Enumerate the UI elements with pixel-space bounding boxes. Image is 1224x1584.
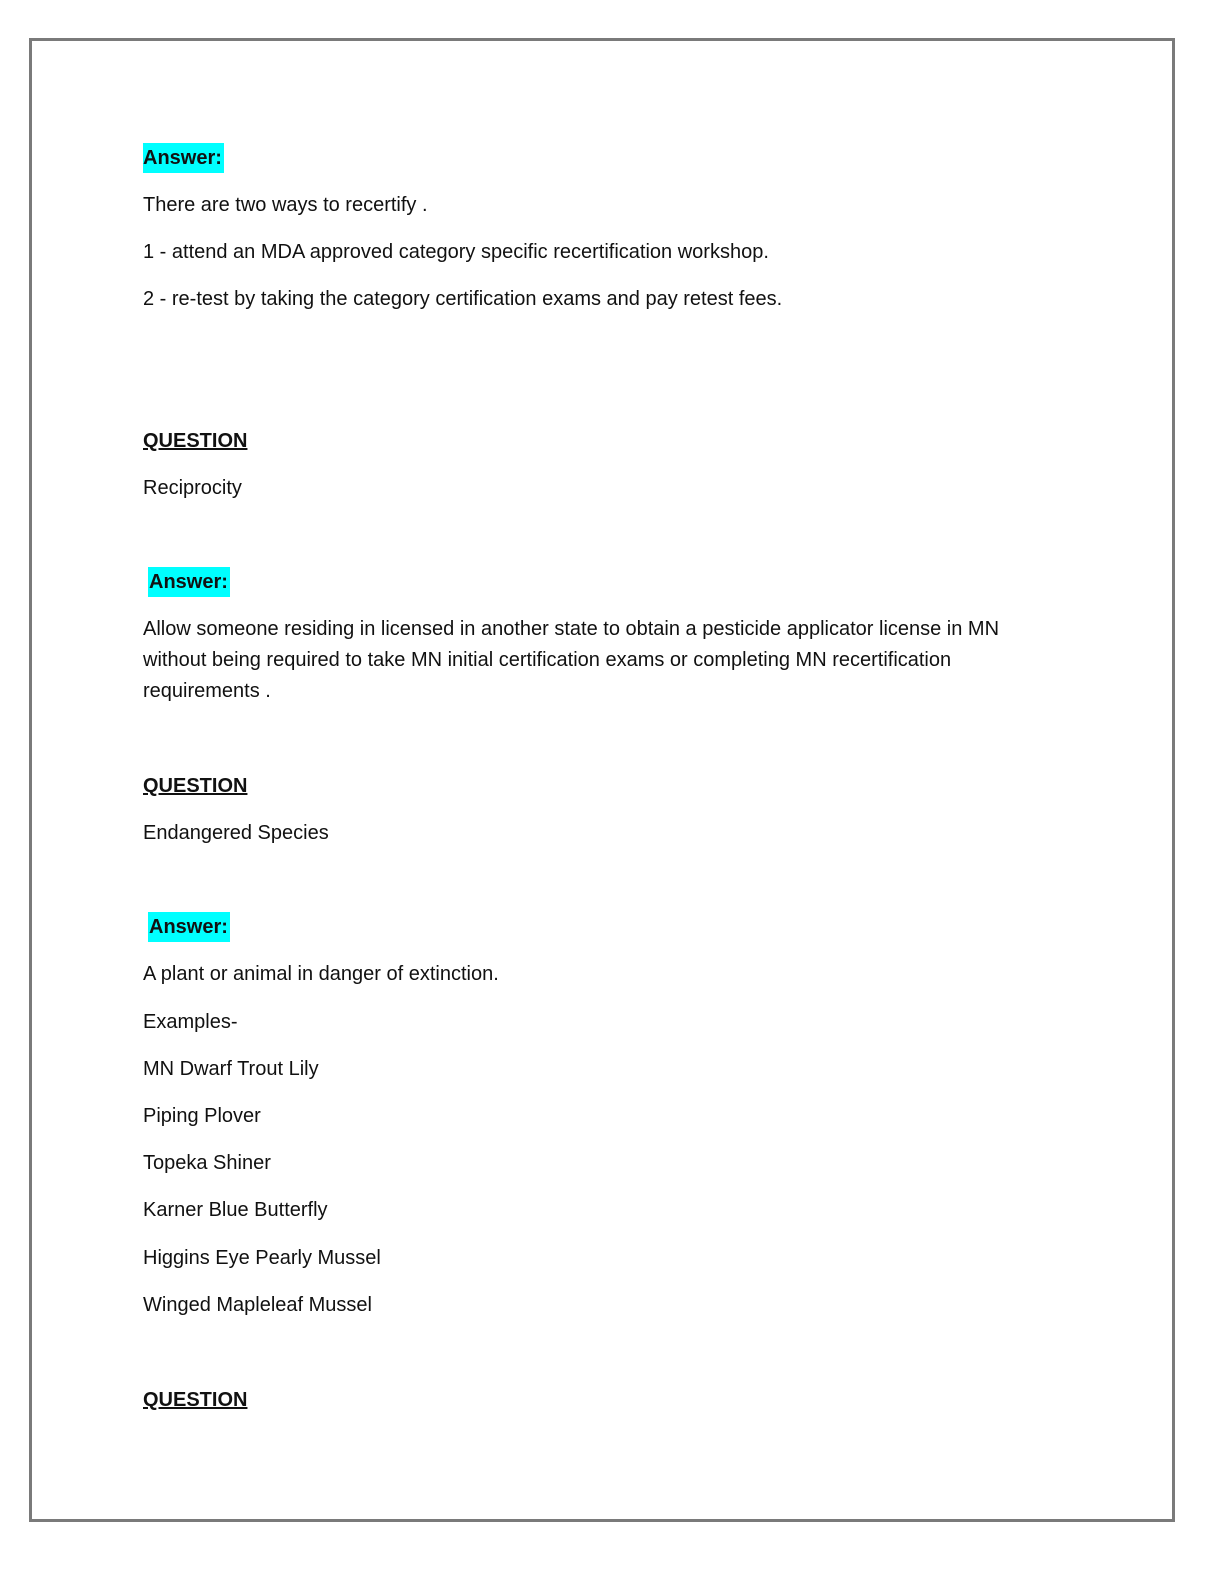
example-item: MN Dwarf Trout Lily <box>143 1058 319 1080</box>
answer-heading <box>143 570 230 594</box>
question-text: Endangered Species <box>143 822 329 844</box>
question-heading: QUESTION <box>143 775 248 797</box>
question-heading: QUESTION <box>143 1389 248 1411</box>
answer-paragraph: Allow someone residing in licensed in another state to obtain a pesticide applicator license in MN without being required to take MN initial certification exams or completing MN recertification requirements . <box>143 618 1000 702</box>
example-item: Karner Blue Butterfly <box>143 1199 328 1221</box>
answer-text-line: 2 - re-test by taking the category certification exams and pay retest fees. <box>143 288 783 310</box>
example-item: Topeka Shiner <box>143 1152 271 1174</box>
question-heading: QUESTION <box>143 430 248 452</box>
example-item: Winged Mapleleaf Mussel <box>143 1294 372 1316</box>
example-item: Higgins Eye Pearly Mussel <box>143 1247 381 1269</box>
answer-label: Answer: <box>143 143 224 173</box>
answer-text-line: A plant or animal in danger of extinction. <box>143 963 499 985</box>
answer-heading <box>143 915 230 939</box>
answer-label: Answer: <box>148 567 230 597</box>
answer-text-line: There are two ways to recertify . <box>143 194 428 216</box>
answer-text-line: Examples- <box>143 1011 238 1033</box>
example-item: Piping Plover <box>143 1105 261 1127</box>
answer-heading <box>143 146 224 170</box>
answer-label: Answer: <box>148 912 230 942</box>
question-text: Reciprocity <box>143 477 242 499</box>
answer-text-line: 1 - attend an MDA approved category specific recertification workshop. <box>143 241 769 263</box>
